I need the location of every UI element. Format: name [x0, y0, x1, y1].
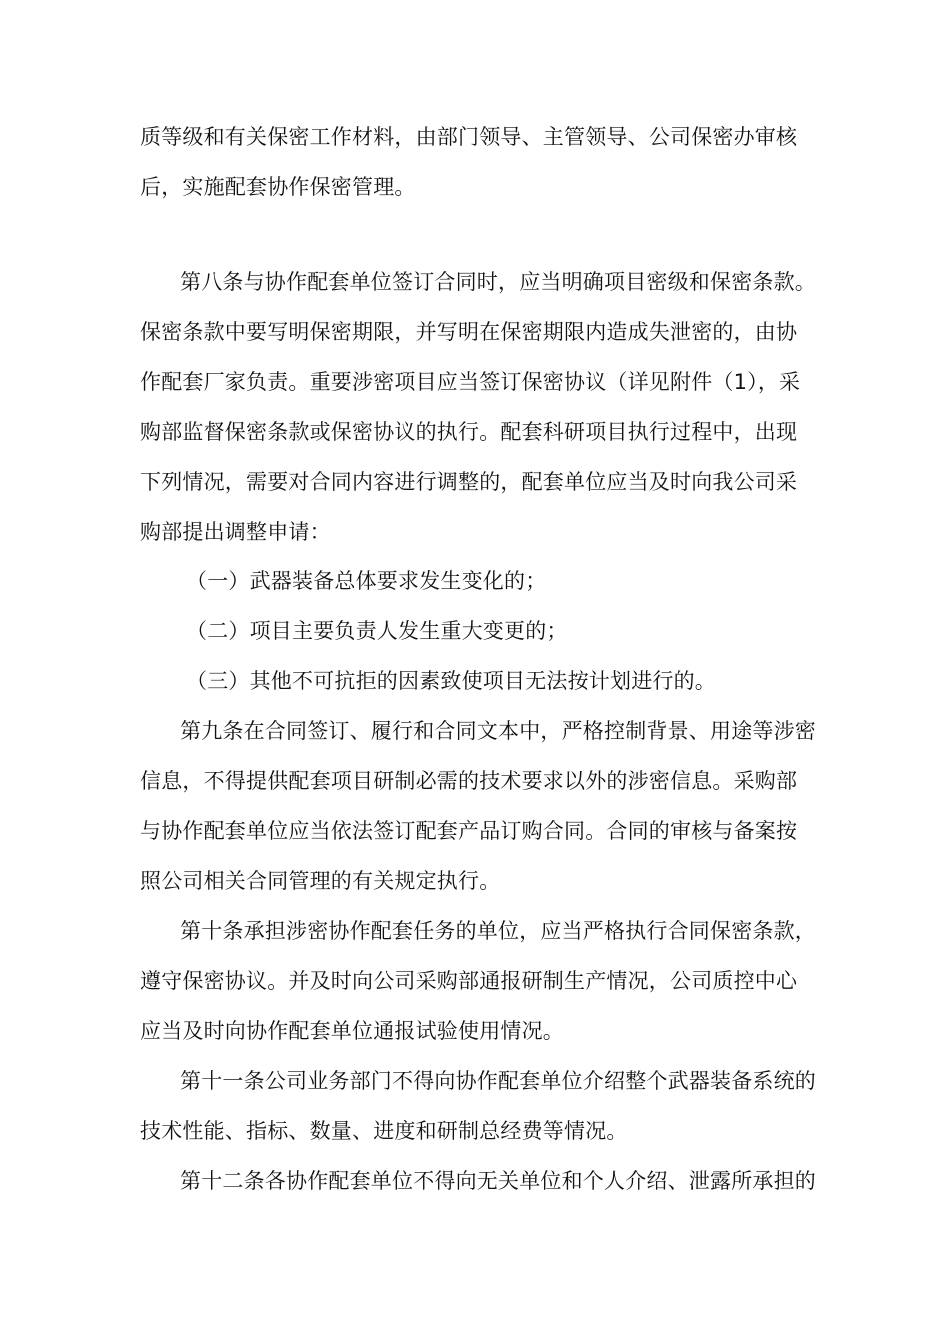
- text-line: 保密条款中要写明保密期限，并写明在保密期限内造成失泄密的，由协: [140, 320, 798, 344]
- text-line: 照公司相关合同管理的有关规定执行。: [140, 869, 501, 893]
- article-8-first-line: 第八条与协作配套单位签订合同时，应当明确项目密级和保密条款。: [180, 270, 816, 294]
- text-line: 遵守保密协议。并及时向公司采购部通报研制生产情况，公司质控中心: [140, 969, 798, 993]
- article-10-first-line: 第十条承担涉密协作配套任务的单位，应当严格执行合同保密条款，: [180, 919, 816, 943]
- text-line: 技术性能、指标、数量、进度和研制总经费等情况。: [140, 1119, 628, 1143]
- text-line: 与协作配套单位应当依法签订配套产品订购合同。合同的审核与备案按: [140, 819, 798, 843]
- text-line: 购部监督保密条款或保密协议的执行。配套科研项目执行过程中，出现: [140, 420, 798, 444]
- list-item: （一）武器装备总体要求发生变化的；: [186, 569, 547, 593]
- text-line: 应当及时向协作配套单位通报试验使用情况。: [140, 1019, 564, 1043]
- text-line: 信息，不得提供配套项目研制必需的技术要求以外的涉密信息。采购部: [140, 769, 798, 793]
- list-item: （三）其他不可抗拒的因素致使项目无法按计划进行的。: [186, 669, 716, 693]
- text-line: 购部提出调整申请：: [140, 520, 331, 544]
- article-12-first-line: 第十二条各协作配套单位不得向无关单位和个人介绍、泄露所承担的: [180, 1169, 816, 1193]
- text-line: 下列情况，需要对合同内容进行调整的，配套单位应当及时向我公司采: [140, 470, 798, 494]
- text-line: 作配套厂家负责。重要涉密项目应当签订保密协议（详见附件（1），采: [140, 370, 801, 394]
- article-9-first-line: 第九条在合同签订、履行和合同文本中，严格控制背景、用途等涉密: [180, 719, 816, 743]
- article-11-first-line: 第十一条公司业务部门不得向协作配套单位介绍整个武器装备系统的: [180, 1069, 816, 1093]
- list-item: （二）项目主要负责人发生重大变更的；: [186, 619, 568, 643]
- text-line: 质等级和有关保密工作材料，由部门领导、主管领导、公司保密办审核: [140, 125, 798, 149]
- text-line: 后，实施配套协作保密管理。: [140, 175, 416, 199]
